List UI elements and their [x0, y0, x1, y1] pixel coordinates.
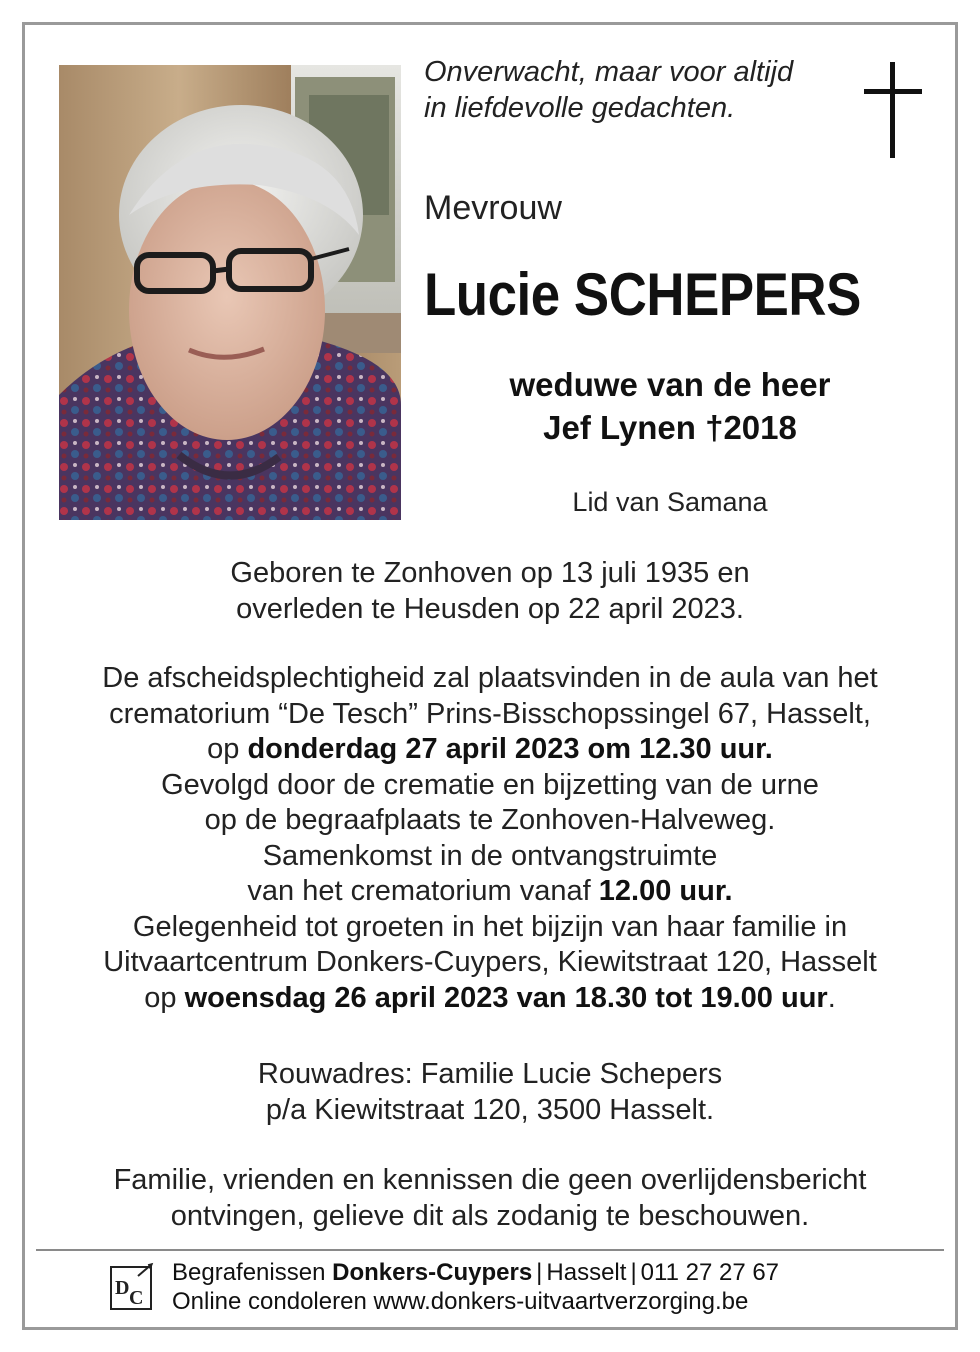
ceremony-line-3: op donderdag 27 april 2023 om 12.30 uur.	[207, 733, 773, 765]
visitation-datetime: woensdag 26 april 2023 van 18.30 tot 19.00 uur	[184, 981, 828, 1014]
salutation: Mevrouw	[424, 189, 562, 227]
notice-text	[40, 1163, 940, 1234]
widow-line-1: weduwe van de heer	[509, 366, 831, 403]
notice-line-1: Familie, vrienden en kennissen die geen overlijdensbericht	[113, 1164, 867, 1196]
motto-line-1: Onverwacht, maar voor altijd	[424, 56, 794, 88]
funeral-home-city: Hasselt	[546, 1259, 627, 1286]
funeral-home-logo	[108, 1262, 156, 1312]
address-line-2: p/a Kiewitstraat 120, 3500 Hasselt.	[265, 1093, 715, 1126]
motto-line-2: in liefdevolle gedachten.	[424, 92, 736, 124]
widow-line-2: Jef Lynen †2018	[543, 409, 797, 446]
funeral-home-name: Donkers-Cuypers	[332, 1259, 533, 1286]
ceremony-line-4: Gevolgd door de crematie en bijzetting van de urne	[161, 768, 819, 801]
condolence-link[interactable]: Online condoleren www.donkers-uitvaartverzorging.be	[172, 1288, 749, 1315]
deceased-name: Lucie SCHEPERS	[424, 261, 861, 328]
svg-text:D: D	[115, 1277, 130, 1299]
ceremony-line-7: van het crematorium vanaf 12.00 uur.	[247, 875, 733, 907]
ceremony-line-6: Samenkomst in de ontvangstruimte	[262, 839, 718, 872]
death-line: overleden te Heusden op 22 april 2023.	[236, 592, 744, 625]
mourning-address	[40, 1057, 940, 1128]
cross-icon	[864, 62, 922, 158]
ceremony-line-8: Gelegenheid tot groeten in het bijzijn van haar familie in	[132, 910, 848, 943]
gathering-time: 12.00 uur.	[598, 875, 733, 907]
portrait-photo	[59, 65, 401, 520]
funeral-home-phone[interactable]: 011 27 27 67	[640, 1259, 780, 1286]
ceremony-info	[40, 661, 940, 1016]
motto-quote	[424, 54, 844, 126]
ceremony-line-9: Uitvaartcentrum Donkers-Cuypers, Kiewitstraat 120, Hasselt	[103, 946, 877, 978]
notice-line-2: ontvingen, gelieve dit als zodanig te beschouwen.	[170, 1199, 810, 1232]
ceremony-datetime: donderdag 27 april 2023 om 12.30 uur.	[247, 733, 773, 765]
ceremony-line-5: op de begraafplaats te Zonhoven-Halveweg.	[204, 804, 776, 836]
footer-divider	[36, 1249, 944, 1251]
ceremony-line-2: crematorium “De Tesch” Prins-Bisschopssingel 67, Hasselt,	[109, 697, 871, 730]
svg-text:C: C	[129, 1287, 144, 1309]
membership: Lid van Samana	[572, 487, 768, 517]
address-line-1: Rouwadres: Familie Lucie Schepers	[257, 1058, 723, 1090]
footer-info	[172, 1258, 779, 1316]
ceremony-line-10: op woensdag 26 april 2023 van 18.30 tot 19.00 uur.	[144, 981, 836, 1014]
footer-line-1: Begrafenissen Donkers-Cuypers | Hasselt | 011 27 27 67	[172, 1259, 780, 1286]
birth-line: Geboren te Zonhoven op 13 juli 1935 en	[230, 557, 750, 589]
birth-death-info	[40, 556, 940, 627]
ceremony-line-1: De afscheidsplechtigheid zal plaatsvinden in de aula van het	[102, 662, 878, 694]
